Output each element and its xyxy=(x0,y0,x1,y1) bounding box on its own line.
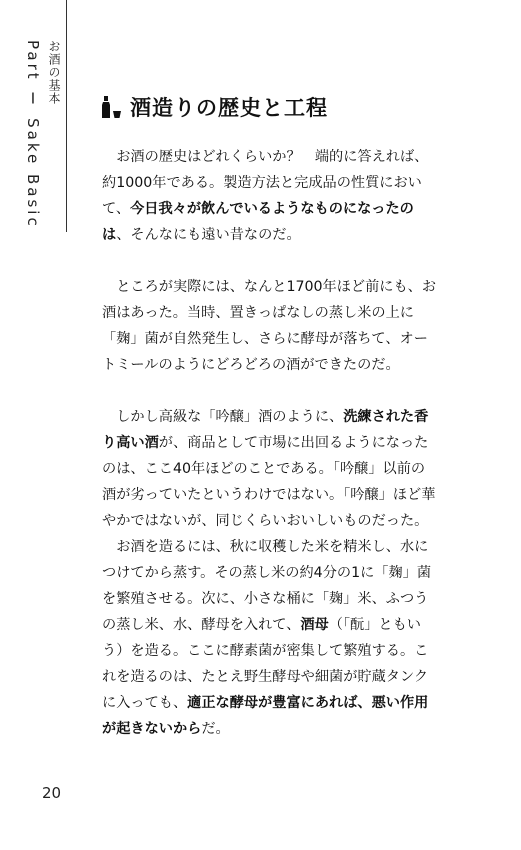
paragraph: お酒を造るには、秋に収穫した米を精米し、水につけてから蒸す。その蒸し米の約4分の1に「麹」菌を繁殖させる。次に、小さな桶に「麹」米、ふつうの蒸し米、水、酵母を入れて、酒母（「酛」ともいう）を造る。ここに酵素菌が密集して繁殖する。これを造るのは、たとえ野生酵母や細菌が貯蔵タンクに入っても、適正な酵母が豊富にあれば、悪い作用が起きないからだ。 xyxy=(102,539,432,737)
section-heading xyxy=(102,92,328,122)
part-subtitle: お酒の基本 xyxy=(47,40,61,105)
body-text xyxy=(102,144,438,742)
side-tab xyxy=(0,0,68,232)
paragraph: しかし高級な「吟醸」酒のように、洗練された香り高い酒が、商品として市場に出回るようになったのは、ここ40年ほどのことである。「吟醸」以前の酒が劣っていたというわけではない。「吟醸」ほど華やかではないが、同じくらいおいしいものだった。 xyxy=(102,409,436,529)
paragraph: ところが実際には、なんと1700年ほど前にも、お酒はあった。当時、置きっぱなしの蒸し米の上に「麹」菌が自然発生し、さらに酵母が落ちて、オートミールのようにどろどろの酒ができたのだ。 xyxy=(102,279,437,373)
paragraph: お酒の歴史はどれくらいか？ 端的に答えれば、約1000年である。製造方法と完成品の性質において、今日我々が飲んでいるようなものになったのは、そんなにも遠い昔なのだ。 xyxy=(102,149,429,243)
page-number: 20 xyxy=(42,784,62,802)
section-title: 酒造りの歴史と工程 xyxy=(130,96,328,120)
part-label: Part Ⅰ Sake Basic xyxy=(24,40,42,229)
side-rule-divider xyxy=(66,0,67,232)
sake-bottle-icon xyxy=(102,95,122,119)
